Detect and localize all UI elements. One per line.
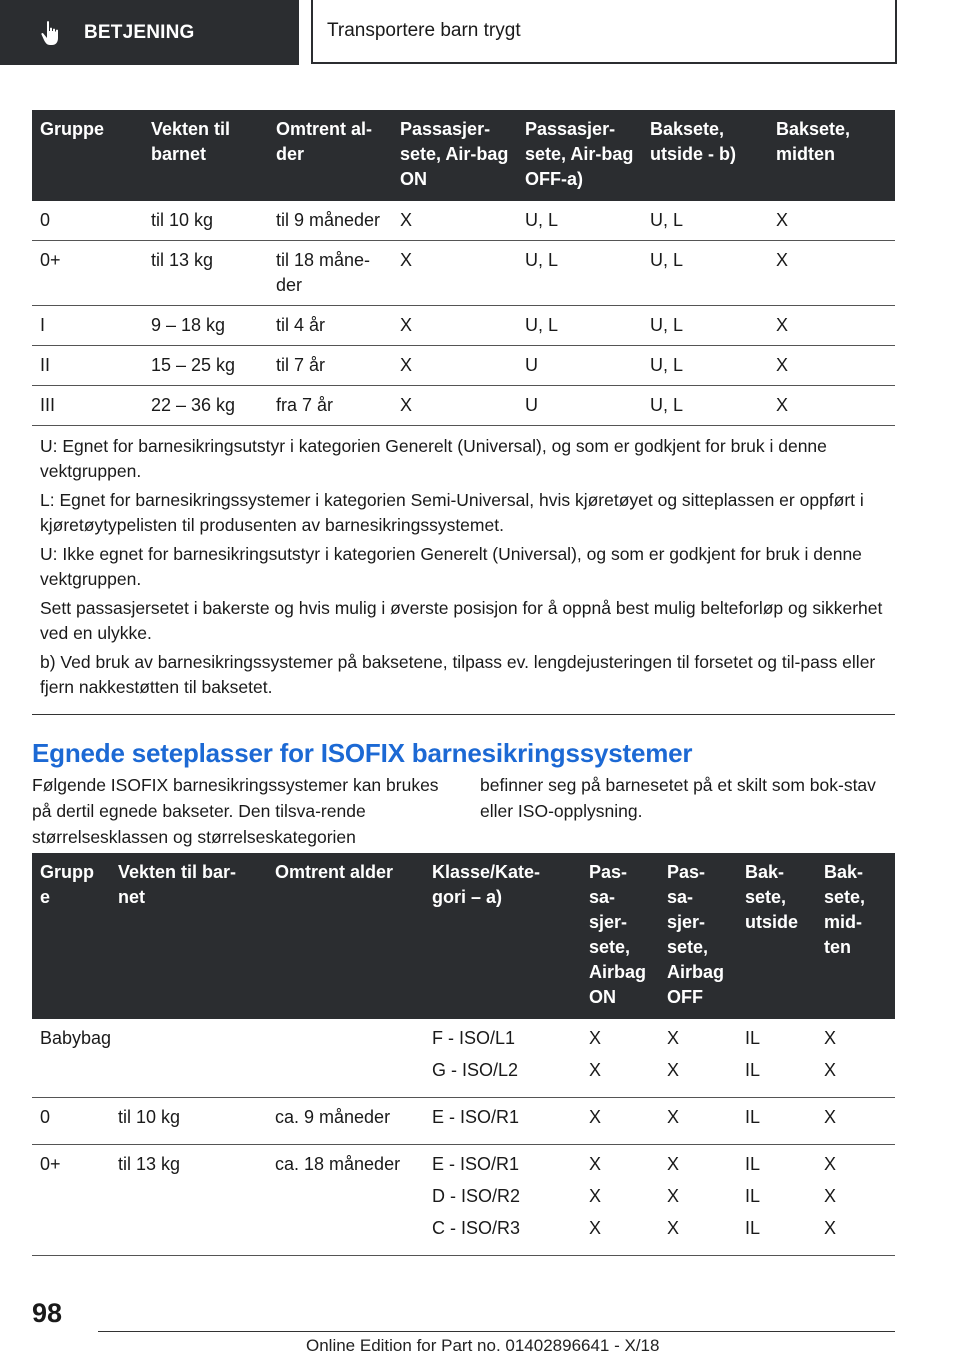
table-cell: X xyxy=(392,306,517,346)
table-cell: til 9 måneder xyxy=(268,201,392,241)
column-header: Grupp e xyxy=(32,853,110,1019)
table-cell: U, L xyxy=(517,201,642,241)
table-cell xyxy=(581,1019,659,1098)
column-header: Baksete, midten xyxy=(768,110,895,201)
table-cell: 0 xyxy=(32,1098,110,1145)
table-cell: X xyxy=(768,201,895,241)
notes-row xyxy=(32,426,895,715)
table-cell: X xyxy=(768,346,895,386)
table-cell xyxy=(581,1145,659,1256)
footnote: b) Ved bruk av barnesikringssystemer på baksetene, tilpass ev. lengdejusteringen til forsetet og til-pass eller fjern nakkestøtten til baksetet. xyxy=(40,652,876,697)
footer-edition: Online Edition for Part no. 01402896641 - X/18 xyxy=(306,1336,660,1355)
table-cell xyxy=(659,1019,737,1098)
table-row xyxy=(32,1019,895,1098)
cell-line: IL xyxy=(745,1154,761,1174)
column-header: Klasse/Kate-gori – a) xyxy=(424,853,581,1019)
child-seat-table xyxy=(32,110,895,715)
table-cell: til 18 måne-der xyxy=(268,241,392,306)
table-cell: X xyxy=(392,386,517,426)
cell-line: D - ISO/R2 xyxy=(432,1186,521,1206)
table-cell: til 13 kg xyxy=(110,1145,267,1256)
intro-text-right: befinner seg på barnesetet på et skilt som bok-stav eller ISO-opplysning. xyxy=(480,775,876,821)
table-cell: U, L xyxy=(642,241,768,306)
section-heading: Egnede seteplasser for ISOFIX barnesikringssystemer xyxy=(32,738,693,768)
cell-line: E - ISO/R1 xyxy=(432,1107,520,1127)
column-header: Omtrent al-der xyxy=(268,110,392,201)
hand-pointer-icon xyxy=(40,20,64,46)
table-row xyxy=(32,306,895,346)
table-row xyxy=(32,1145,895,1256)
table-row xyxy=(32,346,895,386)
table-cell: 0 xyxy=(32,201,143,241)
cell-line: X xyxy=(589,1186,602,1206)
column-header: Passasjer-sete, Air-bag ON xyxy=(392,110,517,201)
cell-line: X xyxy=(589,1107,602,1127)
table-cell: til 4 år xyxy=(268,306,392,346)
column-header: Gruppe xyxy=(32,110,143,201)
table-cell xyxy=(816,1145,895,1256)
cell-line: X xyxy=(589,1028,602,1048)
notes-cell xyxy=(32,426,895,715)
footnote: Sett passasjersetet i bakerste og hvis mulig i øverste posisjon for å oppnå best mulig belteforløp og sikkerhet ved en ulykke. xyxy=(40,598,883,643)
isofix-table xyxy=(32,853,895,1256)
table-cell: X xyxy=(392,201,517,241)
table-cell: X xyxy=(392,346,517,386)
cell-line: X xyxy=(667,1107,680,1127)
cell-line: E - ISO/R1 xyxy=(432,1154,520,1174)
table-cell xyxy=(737,1098,816,1145)
section-name: BETJENING xyxy=(84,21,195,43)
table-cell: U, L xyxy=(642,306,768,346)
table-cell xyxy=(816,1019,895,1098)
table-row xyxy=(32,386,895,426)
table-cell: Babybag xyxy=(32,1019,110,1098)
table-row xyxy=(32,201,895,241)
footnote: U: Ikke egnet for barnesikringsutstyr i kategorien Generelt (Universal), og som er godkjent for bruk i denne vektgruppen. xyxy=(40,544,862,589)
table-cell xyxy=(737,1019,816,1098)
cell-line: X xyxy=(589,1154,602,1174)
table-cell: 0+ xyxy=(32,241,143,306)
table-cell: ca. 18 måneder xyxy=(267,1145,424,1256)
table-cell: fra 7 år xyxy=(268,386,392,426)
cell-line: X xyxy=(667,1028,680,1048)
table-cell: U, L xyxy=(642,346,768,386)
table-cell: til 13 kg xyxy=(143,241,268,306)
cell-line: X xyxy=(824,1218,837,1238)
table-cell xyxy=(267,1019,424,1098)
table-header-row xyxy=(32,853,895,1019)
column-header: Pas-sa-sjer-sete, Airbag ON xyxy=(581,853,659,1019)
cell-line: X xyxy=(667,1060,680,1080)
column-header: Vekten til barnet xyxy=(143,110,268,201)
cell-line: IL xyxy=(745,1028,761,1048)
cell-line: X xyxy=(667,1218,680,1238)
table-cell: U, L xyxy=(642,201,768,241)
table-row xyxy=(32,241,895,306)
table-cell xyxy=(659,1145,737,1256)
table-cell: U, L xyxy=(517,241,642,306)
table-cell xyxy=(110,1019,267,1098)
cell-line: IL xyxy=(745,1060,761,1080)
table-cell: til 7 år xyxy=(268,346,392,386)
page-number: 98 xyxy=(32,1298,63,1328)
cell-line: X xyxy=(824,1028,837,1048)
table-cell xyxy=(581,1098,659,1145)
table-cell: X xyxy=(768,306,895,346)
table-cell: U, L xyxy=(517,306,642,346)
table-cell: 0+ xyxy=(32,1145,110,1256)
cell-line: IL xyxy=(745,1107,761,1127)
cell-line: X xyxy=(589,1218,602,1238)
table-cell: II xyxy=(32,346,143,386)
table-cell: ca. 9 måneder xyxy=(267,1098,424,1145)
column-header: Passasjer-sete, Air-bag OFF-a) xyxy=(517,110,642,201)
table-cell xyxy=(659,1098,737,1145)
table-header-row xyxy=(32,110,895,201)
column-header: Vekten til bar-net xyxy=(110,853,267,1019)
cell-line: X xyxy=(667,1154,680,1174)
footer-divider xyxy=(98,1331,895,1332)
cell-line: X xyxy=(667,1186,680,1206)
table-cell: X xyxy=(392,241,517,306)
column-header: Pas-sa-sjer-sete, Airbag OFF xyxy=(659,853,737,1019)
table-cell: 9 – 18 kg xyxy=(143,306,268,346)
column-header: Baksete, utside - b) xyxy=(642,110,768,201)
cell-line: IL xyxy=(745,1218,761,1238)
page-header xyxy=(311,0,897,64)
table-cell xyxy=(737,1145,816,1256)
table-cell: U xyxy=(517,386,642,426)
table-cell: 15 – 25 kg xyxy=(143,346,268,386)
cell-line: X xyxy=(824,1186,837,1206)
cell-line: X xyxy=(589,1060,602,1080)
footnote: U: Egnet for barnesikringsutstyr i kategorien Generelt (Universal), og som er godkjent for bruk i denne vektgruppen. xyxy=(40,436,827,481)
table-row xyxy=(32,1098,895,1145)
column-header: Omtrent alder xyxy=(267,853,424,1019)
cell-line: C - ISO/R3 xyxy=(432,1218,521,1238)
cell-line: X xyxy=(824,1060,837,1080)
table-cell: X xyxy=(768,241,895,306)
cell-line: F - ISO/L1 xyxy=(432,1028,516,1048)
table-cell: U, L xyxy=(642,386,768,426)
table-cell xyxy=(424,1098,581,1145)
column-header: Bak-sete, utside xyxy=(737,853,816,1019)
table-cell xyxy=(424,1145,581,1256)
cell-line: X xyxy=(824,1107,837,1127)
section-tab xyxy=(0,0,299,65)
table-cell: 22 – 36 kg xyxy=(143,386,268,426)
cell-line: X xyxy=(824,1154,837,1174)
table-cell: I xyxy=(32,306,143,346)
table-cell: III xyxy=(32,386,143,426)
column-header: Bak-sete, mid-ten xyxy=(816,853,895,1019)
intro-text-left: Følgende ISOFIX barnesikringssystemer kan brukes på dertil egnede bakseter. Den tilsva-rende størrelsesklassen og størrelseskategorien xyxy=(32,775,439,847)
table-cell: X xyxy=(768,386,895,426)
footnote: L: Egnet for barnesikringssystemer i kategorien Semi-Universal, hvis kjøretøyet og sitteplassen er oppført i kjøretøytypelisten til produsenten av barnesikringssystemet. xyxy=(40,490,864,535)
table-cell: U xyxy=(517,346,642,386)
table-cell xyxy=(424,1019,581,1098)
cell-line: G - ISO/L2 xyxy=(432,1060,519,1080)
table-cell: til 10 kg xyxy=(110,1098,267,1145)
table-cell: til 10 kg xyxy=(143,201,268,241)
page-title: Transportere barn trygt xyxy=(327,20,521,41)
cell-line: IL xyxy=(745,1186,761,1206)
table-cell xyxy=(816,1098,895,1145)
